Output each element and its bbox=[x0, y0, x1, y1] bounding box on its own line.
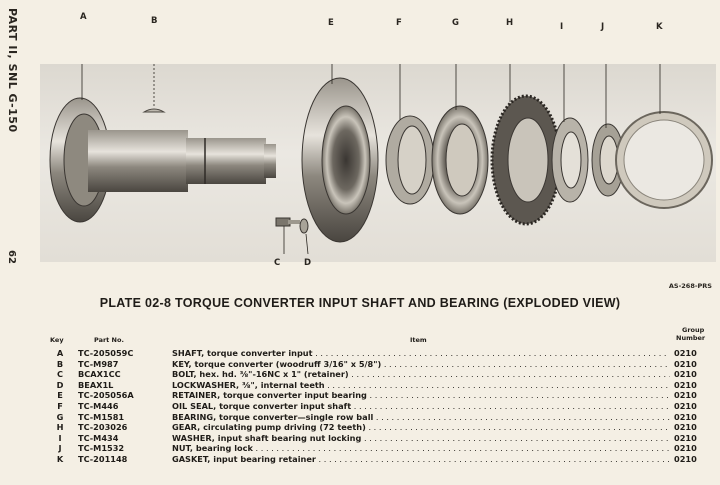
row-part-no: TC-205056A bbox=[78, 390, 134, 401]
part-e-retainer bbox=[302, 78, 378, 242]
row-item: GEAR, circulating pump driving (72 teeth) . . . bbox=[172, 422, 670, 433]
callout-d: D bbox=[304, 258, 312, 268]
row-part-no: TC-M434 bbox=[78, 432, 119, 443]
row-group: 0210 bbox=[674, 432, 697, 443]
parts-table bbox=[36, 322, 712, 465]
table-body bbox=[36, 348, 712, 465]
row-group: 0210 bbox=[674, 400, 697, 411]
row-item: BOLT, hex. hd. ⅜"-16NC x 1" (retainer) . . . bbox=[172, 369, 670, 380]
part-k-gasket bbox=[616, 112, 712, 208]
exploded-view-drawing bbox=[40, 64, 716, 262]
part-d-lockwasher bbox=[300, 219, 308, 233]
row-part-no: BEAX1L bbox=[78, 379, 114, 390]
row-part-no: TC-M987 bbox=[78, 358, 119, 369]
row-item: NUT, bearing lock . . . bbox=[172, 443, 670, 454]
table-row bbox=[36, 359, 712, 370]
callout-e: E bbox=[328, 18, 334, 28]
header-number: Number bbox=[676, 334, 706, 342]
row-key: J bbox=[58, 443, 62, 454]
row-key: F bbox=[57, 400, 63, 411]
callout-i: I bbox=[560, 22, 564, 32]
table-row bbox=[36, 412, 712, 423]
row-item: RETAINER, torque converter input bearing . . . bbox=[172, 390, 670, 401]
part-b-key bbox=[144, 109, 164, 112]
row-key: E bbox=[57, 390, 63, 401]
row-group: 0210 bbox=[674, 422, 697, 433]
part-c-bolt bbox=[276, 218, 300, 226]
header-item: Item bbox=[410, 336, 427, 344]
row-group: 0210 bbox=[674, 443, 697, 454]
header-key: Key bbox=[50, 336, 64, 344]
row-group: 0210 bbox=[674, 411, 697, 422]
callout-g: G bbox=[452, 18, 459, 28]
page-number: 62 bbox=[6, 250, 17, 264]
row-key: K bbox=[56, 453, 64, 464]
row-part-no: TC-M446 bbox=[78, 400, 119, 411]
header-group: Group bbox=[682, 326, 705, 334]
row-key: H bbox=[56, 422, 64, 433]
row-group: 0210 bbox=[674, 390, 697, 401]
row-part-no: TC-205059C bbox=[78, 348, 134, 358]
row-key: I bbox=[58, 432, 62, 443]
row-part-no: BCAX1CC bbox=[78, 369, 121, 380]
row-item: GASKET, input bearing retainer . . . bbox=[172, 454, 670, 465]
table-row bbox=[36, 369, 712, 380]
table-row bbox=[36, 454, 712, 465]
callout-k: K bbox=[656, 22, 663, 32]
part-h-gear bbox=[492, 96, 560, 224]
row-group: 0210 bbox=[674, 369, 697, 380]
row-part-no: TC-203026 bbox=[78, 422, 128, 433]
row-item: KEY, torque converter (woodruff 3/16" x 5/8") . . . bbox=[172, 359, 670, 370]
table-row bbox=[36, 348, 712, 359]
part-a-shaft bbox=[50, 98, 276, 222]
header-part-no: Part No. bbox=[94, 336, 124, 344]
row-key: C bbox=[56, 369, 63, 380]
row-group: 0210 bbox=[674, 348, 697, 358]
row-key: A bbox=[56, 348, 64, 358]
callout-h: H bbox=[506, 18, 514, 28]
table-row bbox=[36, 380, 712, 391]
table-row bbox=[36, 390, 712, 401]
row-group: 0210 bbox=[674, 358, 697, 369]
row-item: SHAFT, torque converter input . . . bbox=[172, 348, 670, 359]
callout-f: F bbox=[396, 18, 402, 28]
table-row bbox=[36, 433, 712, 444]
row-key: G bbox=[56, 411, 64, 422]
row-key: B bbox=[56, 358, 64, 369]
callout-b: B bbox=[151, 16, 158, 26]
row-key: D bbox=[56, 379, 64, 390]
table-row bbox=[36, 422, 712, 433]
row-part-no: TC-M1532 bbox=[78, 443, 125, 454]
part-i-washer bbox=[552, 118, 588, 202]
table-header bbox=[36, 322, 712, 348]
table-row bbox=[36, 443, 712, 454]
part-f-oil-seal bbox=[386, 116, 434, 204]
row-part-no: TC-201148 bbox=[78, 453, 128, 464]
callout-a: A bbox=[80, 12, 87, 22]
row-item: WASHER, input shaft bearing nut locking . . . bbox=[172, 433, 670, 444]
part-g-bearing bbox=[432, 106, 488, 214]
row-item: OIL SEAL, torque converter input shaft . . . bbox=[172, 401, 670, 412]
row-group: 0210 bbox=[674, 453, 697, 464]
art-id: AS-268-PRS bbox=[668, 282, 712, 290]
exploded-view-photo bbox=[40, 64, 716, 262]
side-header: PART II, SNL G-150 bbox=[6, 8, 19, 133]
row-item: BEARING, torque converter—single row ball . . . bbox=[172, 412, 670, 423]
row-part-no: TC-M1581 bbox=[78, 411, 125, 422]
row-item: LOCKWASHER, ⅜", internal teeth . . . bbox=[172, 380, 670, 391]
table-row bbox=[36, 401, 712, 412]
callout-c: C bbox=[274, 258, 281, 268]
callout-j: J bbox=[601, 22, 605, 32]
row-group: 0210 bbox=[674, 379, 697, 390]
plate-title: PLATE 02-8 TORQUE CONVERTER INPUT SHAFT AND BEARING (EXPLODED VIEW) bbox=[99, 296, 621, 310]
